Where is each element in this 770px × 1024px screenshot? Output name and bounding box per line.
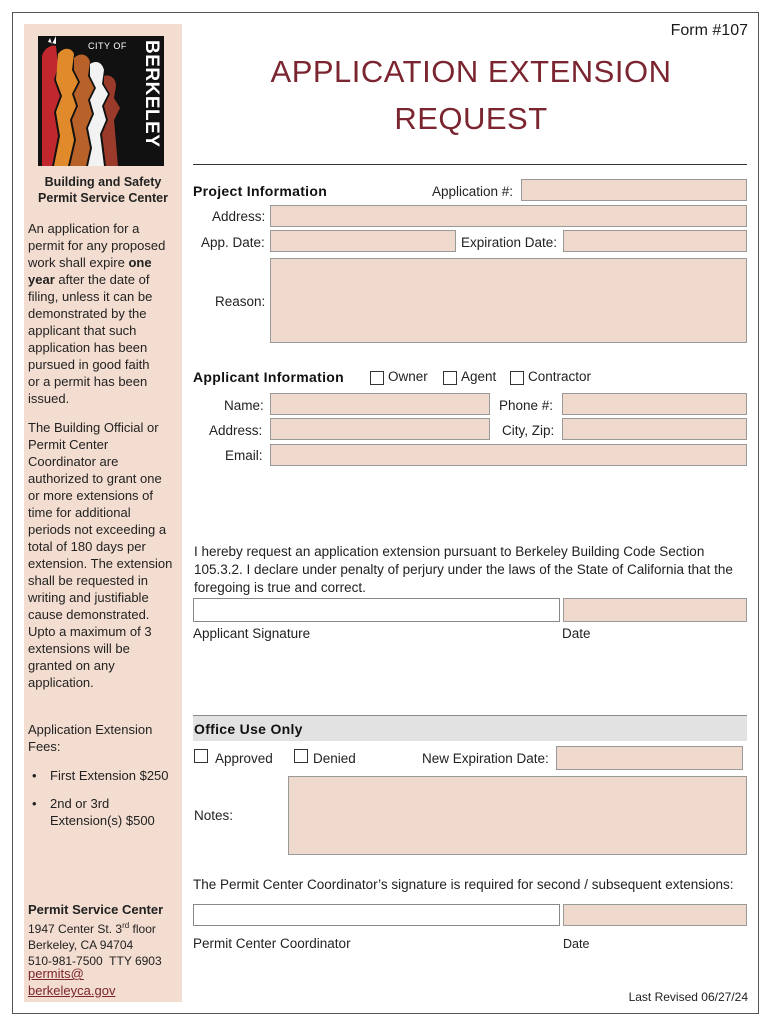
declaration-line: 105.3.2. I declare under penalty of perjury under the laws of the State of California that the bbox=[194, 562, 733, 577]
fee-item: • First Extension $250 bbox=[28, 767, 178, 784]
declaration-line: I hereby request an application extension pursuant to Berkeley Building Code Section bbox=[194, 544, 705, 559]
new-expiration-field[interactable] bbox=[556, 746, 743, 770]
expiry-line: applicant that such bbox=[28, 323, 137, 338]
applicant-signature-field[interactable] bbox=[193, 598, 560, 622]
declaration-text bbox=[194, 543, 749, 597]
address-sup: rd bbox=[122, 921, 130, 930]
fees-list bbox=[28, 767, 178, 840]
page-title-line-2: REQUEST bbox=[394, 101, 548, 136]
expiry-line bbox=[28, 271, 180, 288]
reason-field[interactable] bbox=[270, 258, 747, 343]
logo-city-of: CITY OF bbox=[88, 41, 127, 51]
owner-label: Owner bbox=[388, 369, 428, 384]
applicant-address-field[interactable] bbox=[270, 418, 490, 440]
agent-label: Agent bbox=[461, 369, 497, 384]
expiry-line: pursued in good faith bbox=[28, 357, 150, 372]
title-divider bbox=[193, 164, 747, 165]
applicant-heading: Applicant Information bbox=[193, 369, 344, 385]
applicant-date-label: Date bbox=[562, 626, 591, 641]
dept-line-1: Building and Safety bbox=[44, 175, 162, 189]
logo-name-wrap bbox=[142, 40, 162, 164]
coordinator-date-label: Date bbox=[563, 937, 590, 951]
office-use-heading: Office Use Only bbox=[194, 721, 303, 737]
expiration-date-field[interactable] bbox=[563, 230, 747, 252]
application-no-field[interactable] bbox=[521, 179, 747, 201]
expiry-line: filing, unless it can be bbox=[28, 289, 153, 304]
extension-paragraph: The Building Official or Permit Center Coordinator are authorized to grant one or more extensions of time for additional periods not exceeding a total of 180 days per extension. The extension shall be requested in writing and justifiable cause demonstrated. Upto a maximum of 3 extensions will be granted on any application. bbox=[28, 420, 173, 690]
approved-label: Approved bbox=[215, 751, 273, 766]
page-title-line-1: APPLICATION EXTENSION bbox=[270, 54, 672, 89]
expiry-text: work shall expire bbox=[28, 255, 129, 270]
phone-label: Phone #: bbox=[499, 398, 554, 413]
new-expiration-label: New Expiration Date: bbox=[422, 751, 549, 766]
city-zip-field[interactable] bbox=[562, 418, 747, 440]
project-address-label: Address: bbox=[212, 209, 266, 224]
applicant-address-label: Address: bbox=[209, 423, 263, 438]
expiry-line: or a permit has been bbox=[28, 374, 148, 389]
expiry-text: after the date of bbox=[54, 272, 150, 287]
contractor-label: Contractor bbox=[528, 369, 592, 384]
app-date-field[interactable] bbox=[270, 230, 456, 252]
reason-label: Reason: bbox=[215, 294, 266, 309]
notes-label: Notes: bbox=[194, 808, 234, 823]
email-line: berkeleyca.gov bbox=[28, 983, 116, 998]
email-label: Email: bbox=[225, 448, 263, 463]
expiry-line: demonstrated by the bbox=[28, 306, 147, 321]
email-field[interactable] bbox=[270, 444, 747, 466]
email-link[interactable] bbox=[28, 965, 180, 999]
address-line bbox=[28, 918, 180, 937]
contact-title: Permit Service Center bbox=[28, 902, 164, 917]
expiry-line bbox=[28, 254, 180, 271]
coordinator-note: The Permit Center Coordinator’s signature is required for second / subsequent extensions: bbox=[193, 877, 734, 892]
expiration-date-label: Expiration Date: bbox=[461, 235, 558, 250]
address-text: floor bbox=[129, 922, 156, 936]
name-label: Name: bbox=[224, 398, 264, 413]
declaration-line: foregoing is true and correct. bbox=[194, 580, 366, 595]
contact-address bbox=[28, 918, 180, 969]
expiry-line: application has been bbox=[28, 340, 148, 355]
app-date-label: App. Date: bbox=[201, 235, 265, 250]
logo-city-name: BERKELEY bbox=[141, 40, 162, 148]
agent-checkbox[interactable] bbox=[443, 371, 457, 385]
expiry-line: permit for any proposed bbox=[28, 238, 166, 253]
denied-checkbox[interactable] bbox=[294, 749, 308, 763]
email-line: permits@ bbox=[28, 966, 84, 981]
berkeley-logo bbox=[38, 36, 164, 166]
name-field[interactable] bbox=[270, 393, 490, 415]
denied-label: Denied bbox=[313, 751, 356, 766]
coordinator-signature-label: Permit Center Coordinator bbox=[193, 936, 351, 951]
phone-field[interactable] bbox=[562, 393, 747, 415]
form-number: Form #107 bbox=[670, 22, 748, 39]
fee-item: • 2nd or 3rd Extension(s) $500 bbox=[28, 795, 178, 829]
last-revised: Last Revised 06/27/24 bbox=[628, 990, 748, 1004]
project-heading: Project Information bbox=[193, 183, 328, 199]
application-no-label: Application #: bbox=[432, 184, 514, 199]
owner-checkbox[interactable] bbox=[370, 371, 384, 385]
expiry-line: issued. bbox=[28, 391, 70, 406]
expiry-emphasis: one bbox=[128, 255, 152, 270]
approved-checkbox[interactable] bbox=[194, 749, 208, 763]
expiry-line: An application for a bbox=[28, 221, 140, 236]
city-zip-label: City, Zip: bbox=[502, 423, 555, 438]
address-text: 1947 Center St. 3 bbox=[28, 922, 123, 936]
applicant-signature-label: Applicant Signature bbox=[193, 626, 311, 641]
expiry-emphasis: year bbox=[28, 272, 55, 287]
applicant-date-field[interactable] bbox=[563, 598, 747, 622]
coordinator-date-field[interactable] bbox=[563, 904, 747, 926]
address-line: Berkeley, CA 94704 bbox=[28, 938, 134, 952]
notes-field[interactable] bbox=[288, 776, 747, 855]
dept-line-2: Permit Service Center bbox=[38, 191, 168, 205]
contractor-checkbox[interactable] bbox=[510, 371, 524, 385]
project-address-field[interactable] bbox=[270, 205, 747, 227]
phone-line: 510-981-7500 TTY 6903 bbox=[28, 954, 162, 968]
coordinator-signature-field[interactable] bbox=[193, 904, 560, 926]
fees-heading: Application Extension Fees: bbox=[28, 722, 153, 754]
expiry-paragraph bbox=[28, 220, 180, 407]
